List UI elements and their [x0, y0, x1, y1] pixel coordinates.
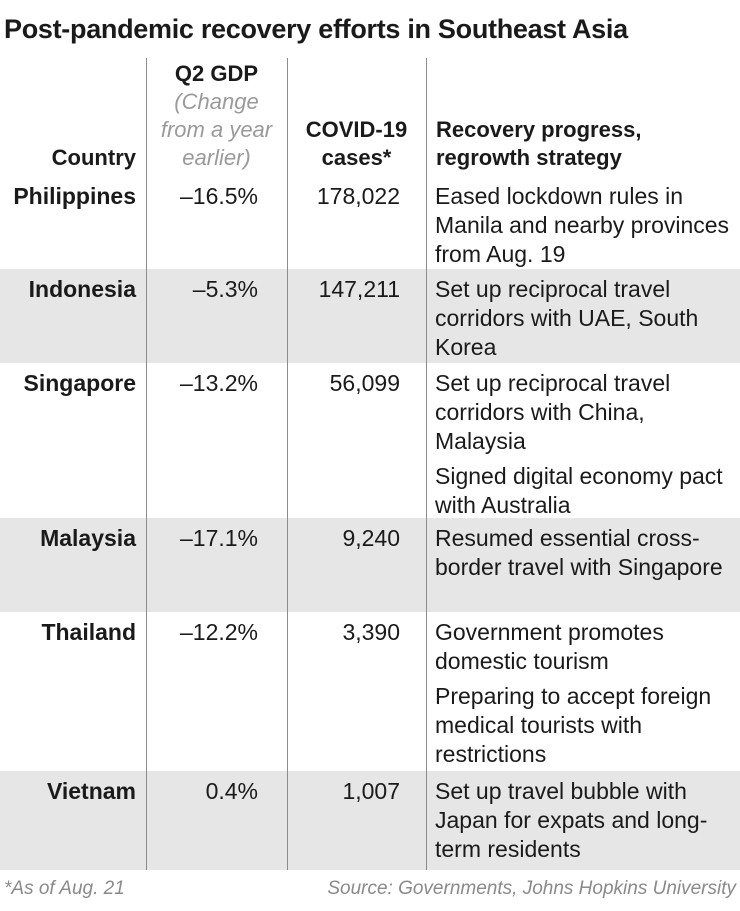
strategy-item: Eased lockdown rules in Manila and nearby provinces from Aug. 19: [435, 183, 730, 267]
header-gdp-sub: (Change: [174, 89, 259, 114]
cases-cell: 9,240: [342, 525, 400, 551]
source-note: Source: Governments, Johns Hopkins University: [327, 878, 736, 899]
strategy-item: Government promotes domestic tourism: [435, 619, 664, 674]
gdp-cell: –16.5%: [179, 183, 258, 209]
gdp-cell: –17.1%: [179, 525, 258, 551]
header-strategy: [436, 116, 641, 172]
header-strategy-line: Recovery progress,: [436, 117, 642, 142]
strategy-cell: [435, 618, 735, 775]
country-cell: Malaysia: [40, 525, 136, 551]
column-divider: [287, 58, 288, 870]
country-cell: Vietnam: [46, 778, 136, 804]
table-row: [0, 176, 740, 269]
header-cases: [287, 116, 426, 172]
strategy-cell: [435, 369, 735, 526]
gdp-cell: –5.3%: [192, 276, 258, 302]
country-cell: Singapore: [23, 370, 136, 396]
header-gdp-sub: from a year: [160, 117, 273, 142]
header-gdp-sub: earlier): [182, 145, 251, 170]
country-cell: Indonesia: [28, 276, 136, 302]
table-row: [0, 612, 740, 771]
table-row: [0, 771, 740, 870]
gdp-cell: 0.4%: [205, 778, 258, 804]
header-cases-line: cases*: [321, 145, 392, 170]
header-gdp-label: Q2 GDP: [174, 61, 259, 86]
strategy-cell: [435, 777, 735, 870]
chart-title: Post-pandemic recovery efforts in Southeast Asia: [4, 14, 628, 44]
strategy-item: Set up travel bubble with Japan for expats and long-term residents: [435, 778, 708, 862]
gdp-cell: –12.2%: [179, 619, 258, 645]
cases-cell: 56,099: [329, 370, 400, 396]
strategy-cell: [435, 275, 735, 368]
strategy-item: Set up reciprocal travel corridors with UAE, South Korea: [435, 276, 699, 360]
strategy-cell: [435, 524, 735, 588]
gdp-cell: –13.2%: [179, 370, 258, 396]
header-strategy-line: regrowth strategy: [436, 145, 622, 170]
strategy-item: Set up reciprocal travel corridors with China, Malaysia: [435, 370, 671, 454]
data-table: [0, 58, 740, 870]
header-country: [52, 144, 136, 172]
cases-cell: 147,211: [318, 276, 400, 302]
footnote: *As of Aug. 21: [4, 878, 125, 899]
country-cell: Thailand: [41, 619, 136, 645]
column-divider: [146, 58, 147, 870]
table-row: [0, 518, 740, 612]
header-cases-line: COVID-19: [305, 117, 408, 142]
strategy-item: Resumed essential cross-border travel with Singapore: [435, 525, 723, 580]
strategy-item: Preparing to accept foreign medical tourists with restrictions: [435, 683, 712, 767]
header-gdp: [146, 60, 287, 172]
table-row: [0, 363, 740, 518]
table-row: [0, 269, 740, 363]
strategy-cell: [435, 182, 735, 275]
strategy-item: Signed digital economy pact with Australia: [435, 463, 723, 518]
cases-cell: 1,007: [342, 778, 400, 804]
header-country-label: Country: [51, 145, 136, 170]
cases-cell: 178,022: [316, 183, 400, 209]
column-divider: [426, 58, 427, 870]
cases-cell: 3,390: [342, 619, 400, 645]
country-cell: Philippines: [13, 183, 136, 209]
